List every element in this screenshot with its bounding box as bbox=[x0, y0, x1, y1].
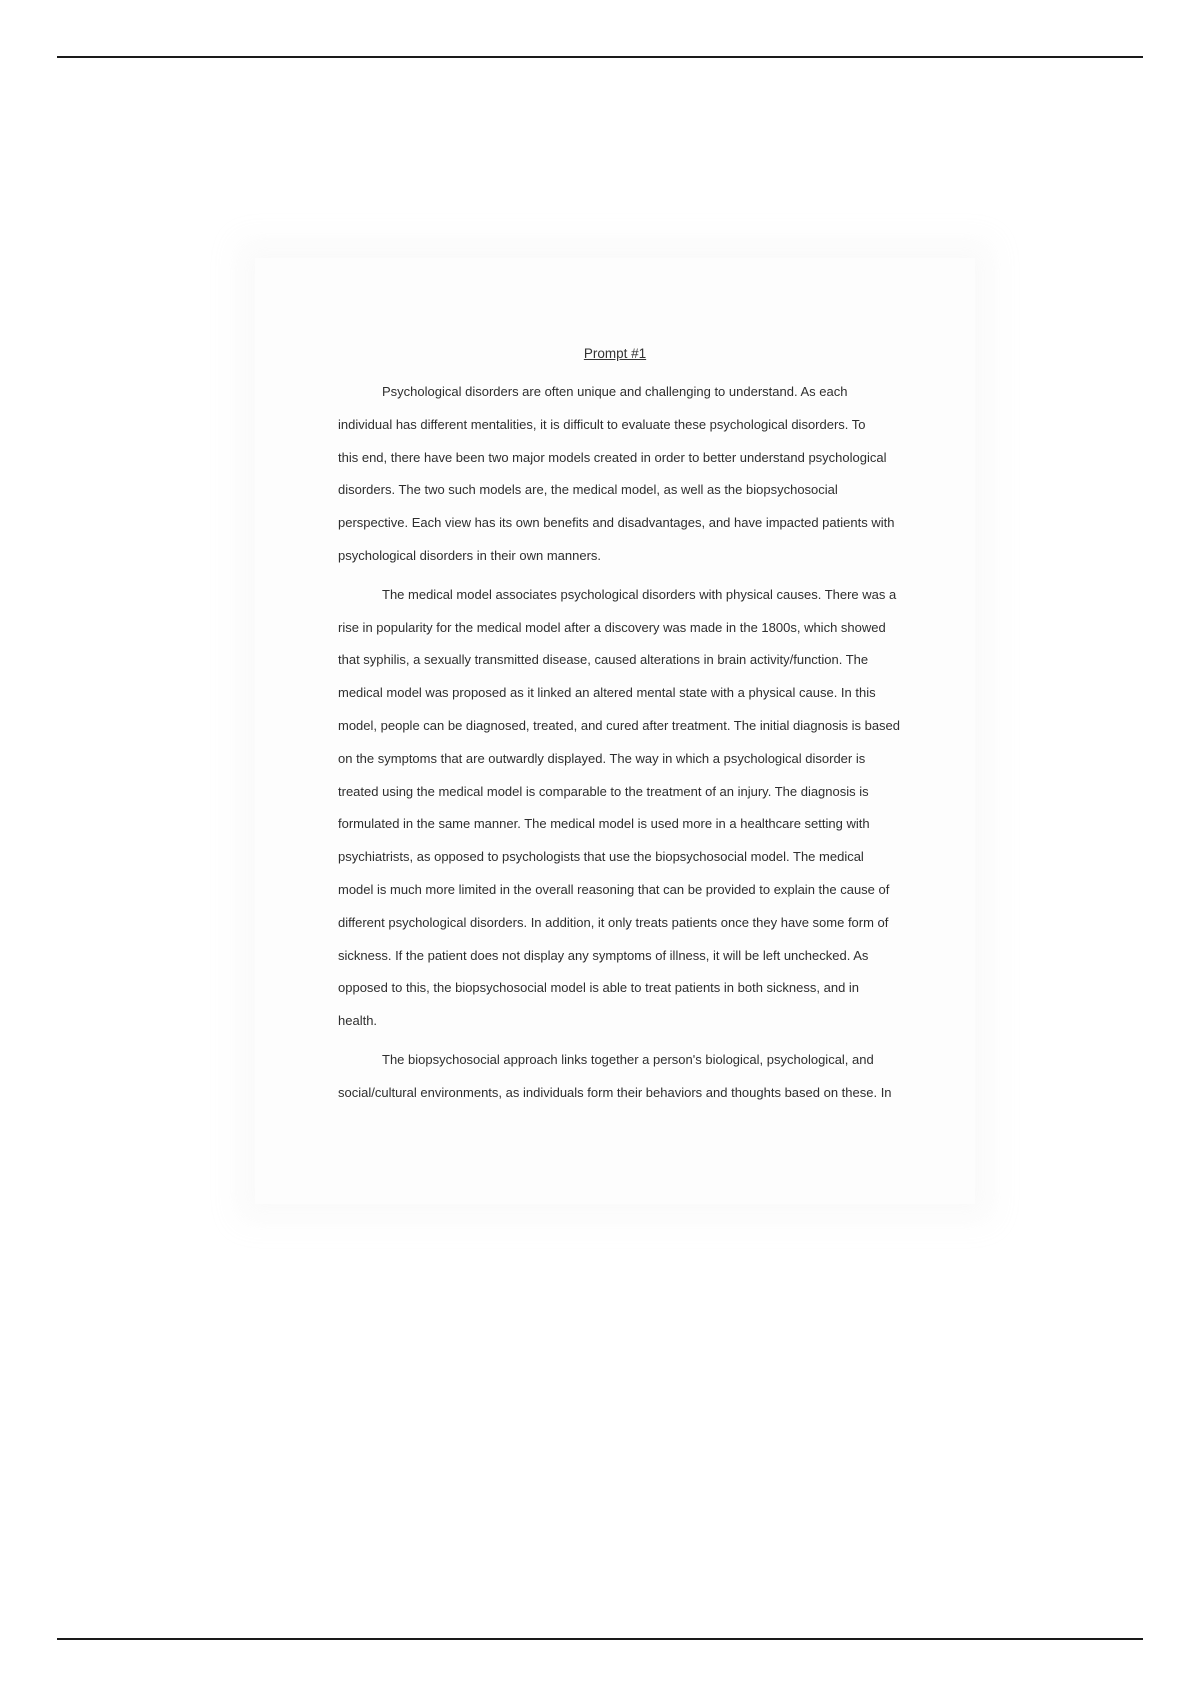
bottom-rule bbox=[57, 1638, 1143, 1640]
paragraph-2 bbox=[338, 579, 978, 1038]
text-line: rise in popularity for the medical model after a discovery was made in the 1800s, which showed bbox=[338, 619, 886, 635]
text-line: psychiatrists, as opposed to psychologists that use the biopsychosocial model. The medical bbox=[338, 849, 864, 865]
top-rule bbox=[57, 56, 1143, 58]
text-line: psychological disorders in their own manners. bbox=[338, 547, 602, 563]
text-line: on the symptoms that are outwardly displayed. The way in which a psychological disorder is bbox=[338, 750, 866, 766]
text-line: The medical model associates psychological disorders with physical causes. There was a bbox=[382, 586, 897, 602]
document-body bbox=[338, 376, 978, 1116]
text-line: health. bbox=[338, 1013, 378, 1029]
text-line: opposed to this, the biopsychosocial model is able to treat patients in both sickness, and in bbox=[338, 980, 860, 996]
text-line: that syphilis, a sexually transmitted disease, caused alterations in brain activity/function. The bbox=[338, 652, 869, 668]
document-page-image bbox=[255, 258, 975, 1204]
text-line: model, people can be diagnosed, treated, and cured after treatment. The initial diagnosis is based bbox=[338, 717, 901, 733]
text-line: different psychological disorders. In addition, it only treats patients once they have some form of bbox=[338, 914, 889, 930]
text-line: formulated in the same manner. The medical model is used more in a healthcare setting with bbox=[338, 816, 870, 832]
text-line: perspective. Each view has its own benefits and disadvantages, and have impacted patients with bbox=[338, 515, 895, 531]
text-line: The biopsychosocial approach links together a person's biological, psychological, and bbox=[382, 1051, 874, 1067]
paragraph-3 bbox=[338, 1044, 978, 1110]
text-line: treated using the medical model is comparable to the treatment of an injury. The diagnosis is bbox=[338, 783, 869, 799]
text-line: disorders. The two such models are, the medical model, as well as the biopsychosocial bbox=[338, 482, 838, 498]
document-title: Prompt #1 bbox=[583, 346, 647, 361]
text-line: Psychological disorders are often unique and challenging to understand. As each bbox=[382, 384, 848, 399]
paragraph-1 bbox=[338, 376, 978, 573]
text-line: sickness. If the patient does not display any symptoms of illness, it will be left unchecked. As bbox=[338, 947, 869, 963]
text-line: model is much more limited in the overall reasoning that can be provided to explain the cause of bbox=[338, 881, 890, 897]
text-line: this end, there have been two major models created in order to better understand psychological bbox=[338, 449, 887, 465]
text-line: individual has different mentalities, it is difficult to evaluate these psychological disorders. To bbox=[338, 416, 866, 432]
text-line: social/cultural environments, as individuals form their behaviors and thoughts based on these. In bbox=[338, 1084, 892, 1100]
text-line: medical model was proposed as it linked an altered mental state with a physical cause. In this bbox=[338, 685, 876, 701]
